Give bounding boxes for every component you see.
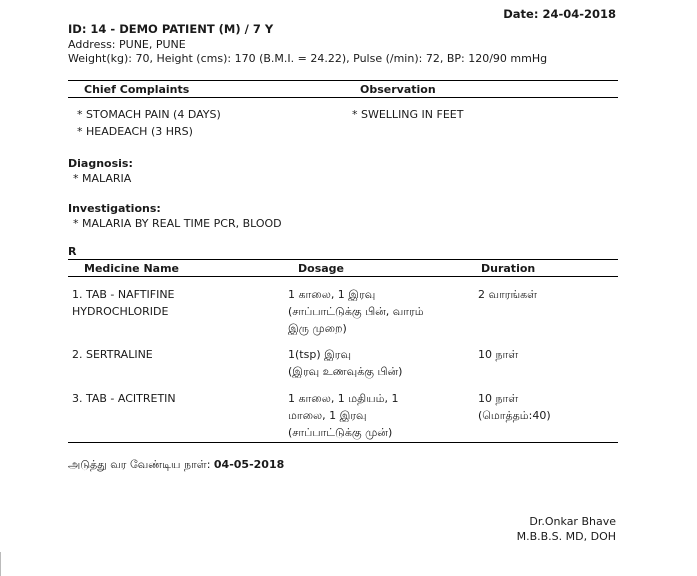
duration-line: 2 வாரங்கள் <box>478 288 538 301</box>
complaints-header-rule <box>68 97 618 98</box>
complaint-item: * HEADEACH (3 HRS) <box>77 125 193 138</box>
rx-symbol: R <box>68 245 77 258</box>
dosage-line: (சாப்பாட்டுக்கு பின், வாரம் <box>288 305 424 318</box>
rx-top-rule <box>68 259 618 260</box>
doctor-name: Dr.Onkar Bhave <box>529 515 616 528</box>
investigations-heading: Investigations: <box>68 202 161 215</box>
dosage-cell <box>288 390 398 441</box>
doctor-qualification: M.B.B.S. MD, DOH <box>516 530 616 543</box>
duration-cell <box>478 390 551 424</box>
dosage-line: மாலை, 1 இரவு <box>288 409 367 422</box>
medicine-name-header: Medicine Name <box>84 262 180 275</box>
duration-line: 10 நாள் <box>478 348 519 361</box>
complaint-item: * STOMACH PAIN (4 DAYS) <box>77 108 221 121</box>
dosage-cell <box>288 286 424 337</box>
duration-line: (மொத்தம்:40) <box>478 409 551 422</box>
diagnosis-heading: Diagnosis: <box>68 157 133 170</box>
medicine-name: 3. TAB - ACITRETIN <box>72 392 176 405</box>
prescription-date: Date: 24-04-2018 <box>503 7 616 21</box>
rx-bottom-rule <box>68 442 618 443</box>
duration-line: 10 நாள் <box>478 392 519 405</box>
diagnosis-item: * MALARIA <box>73 172 132 185</box>
dosage-line: 1(tsp) இரவு <box>288 348 352 361</box>
followup-date: 04-05-2018 <box>213 458 285 471</box>
edge-marker <box>0 552 1 576</box>
medicine-name: 2. SERTRALINE <box>72 348 153 361</box>
dosage-cell <box>288 346 402 380</box>
dosage-header: Dosage <box>298 262 344 275</box>
chief-complaints-heading: Chief Complaints <box>84 83 190 96</box>
rx-header-rule <box>68 276 618 277</box>
dosage-line: (இரவு உணவுக்கு பின்) <box>288 365 403 378</box>
patient-address: Address: PUNE, PUNE <box>68 38 186 51</box>
complaints-top-rule <box>68 80 618 81</box>
observation-heading: Observation <box>360 83 436 96</box>
followup-label: அடுத்து வர வேண்டிய நாள்: <box>68 458 211 471</box>
dosage-line: 1 காலை, 1 இரவு <box>288 288 376 301</box>
observation-item: * SWELLING IN FEET <box>352 108 464 121</box>
dosage-line: இரு முறை) <box>288 322 347 335</box>
dosage-line: 1 காலை, 1 மதியம், 1 <box>288 392 399 405</box>
table-row <box>72 286 175 320</box>
medicine-name: HYDROCHLORIDE <box>72 305 169 318</box>
table-row <box>72 346 153 363</box>
duration-cell <box>478 346 518 363</box>
patient-id-line: ID: 14 - DEMO PATIENT (M) / 7 Y <box>68 22 274 36</box>
table-row <box>72 390 176 407</box>
duration-cell <box>478 286 537 303</box>
investigation-item: * MALARIA BY REAL TIME PCR, BLOOD <box>73 217 282 230</box>
dosage-line: (சாப்பாட்டுக்கு முன்) <box>288 426 393 439</box>
patient-vitals: Weight(kg): 70, Height (cms): 170 (B.M.I. = 24.22), Pulse (/min): 72, BP: 120/90 mmHg <box>68 52 548 65</box>
medicine-name: 1. TAB - NAFTIFINE <box>72 288 175 301</box>
followup-line <box>68 458 284 473</box>
duration-header: Duration <box>481 262 536 275</box>
